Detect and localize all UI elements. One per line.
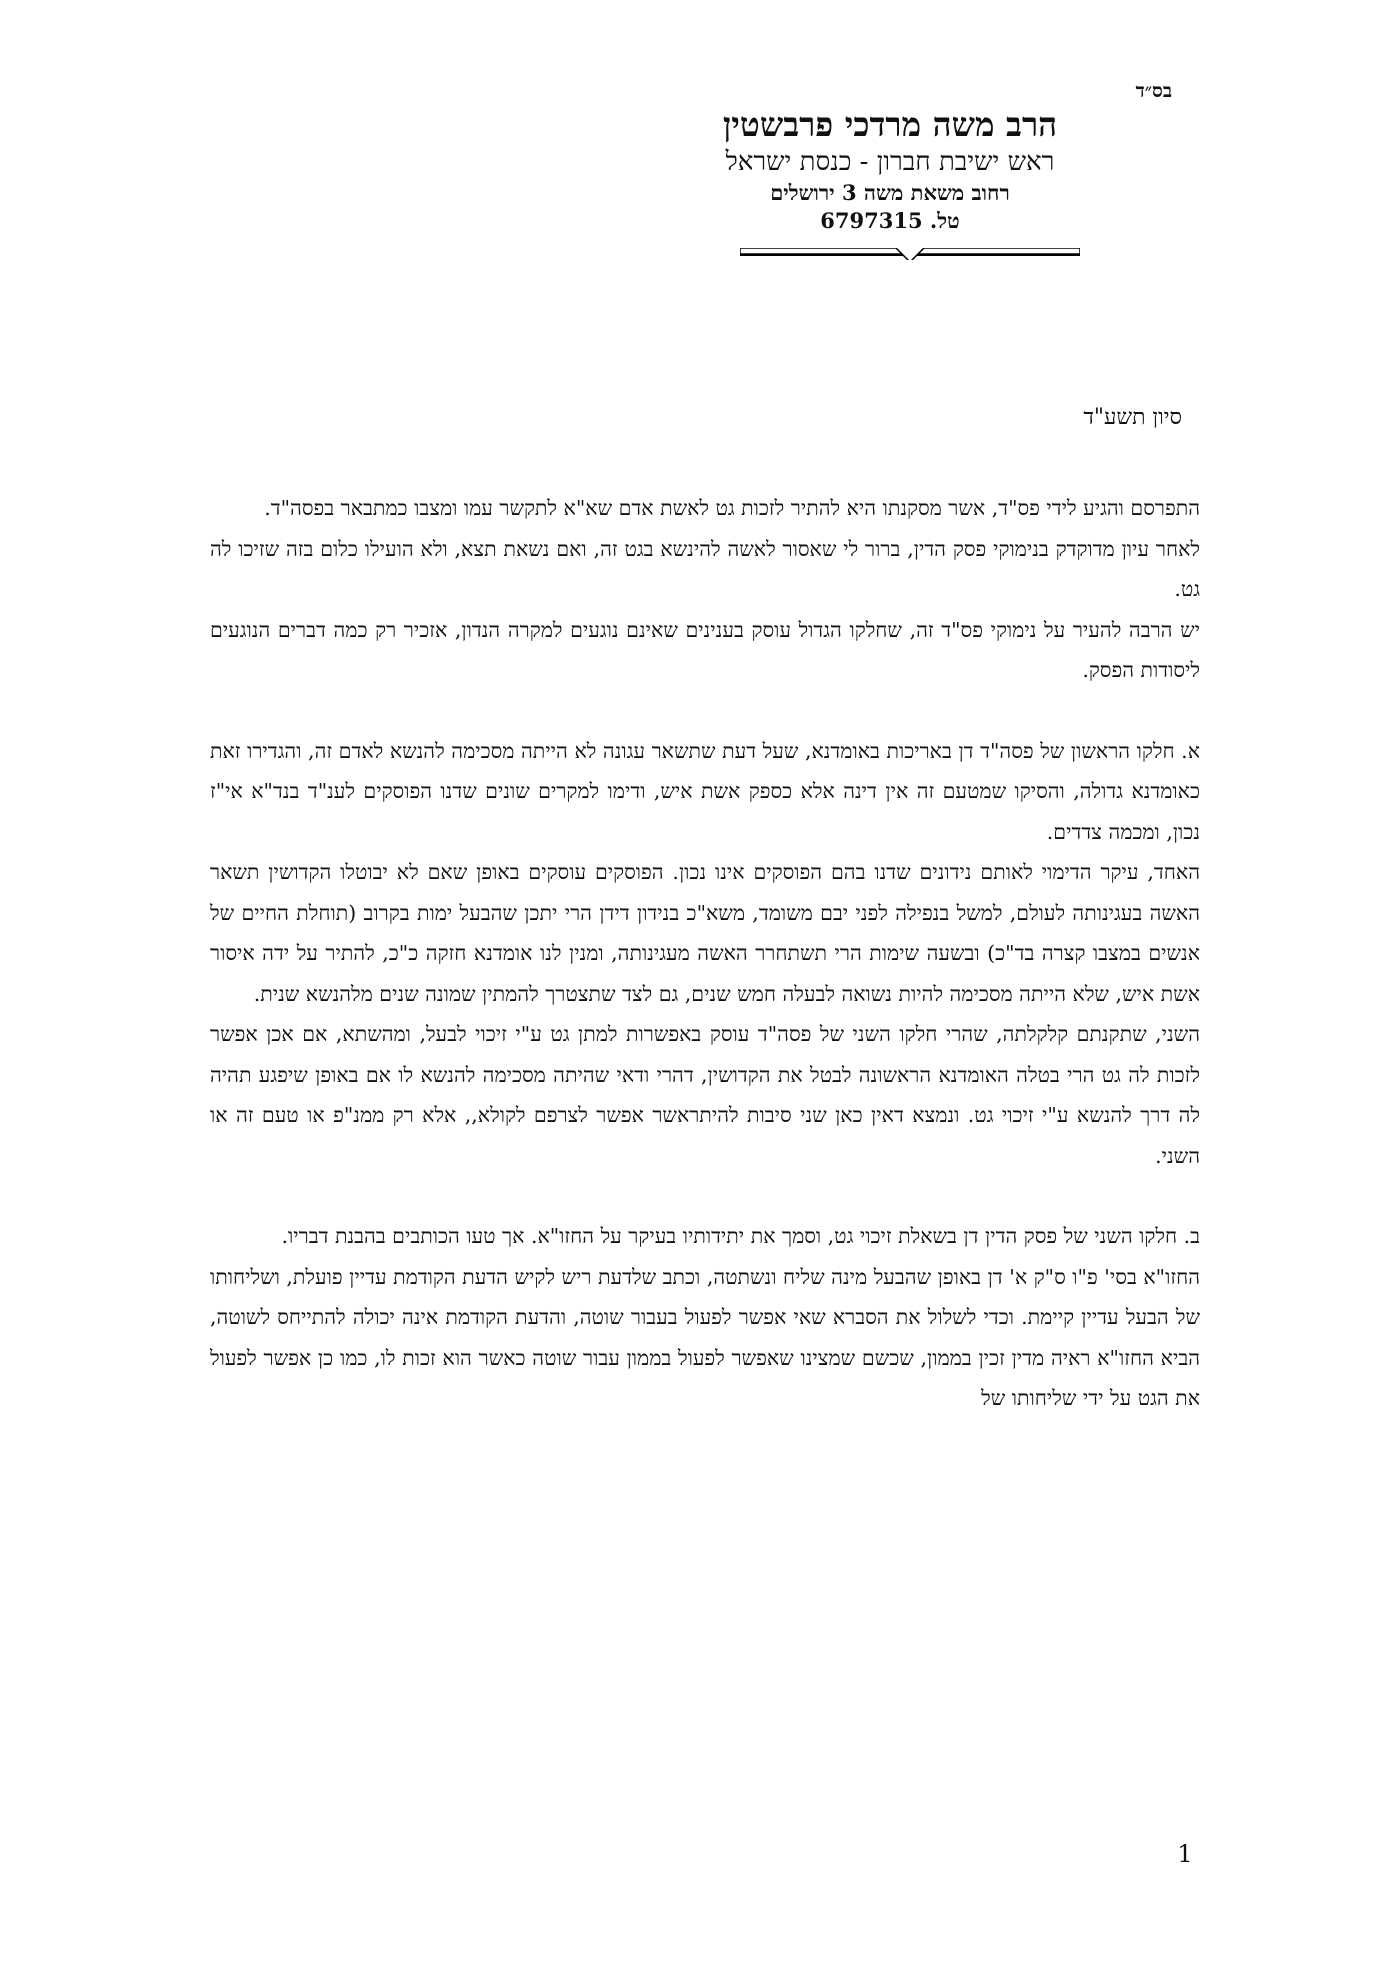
bsd-mark: בס״ד bbox=[1135, 80, 1172, 102]
letterhead-title: ראש ישיבת חברון - כנסת ישראל bbox=[725, 147, 1055, 177]
letterhead-name: הרב משה מרדכי פרבשטין bbox=[722, 105, 1058, 144]
paragraph: השני, שתקנתם קלקלתה, שהרי חלקו השני של פסה"ד עוסק באפשרות למתן גט ע"י זיכוי לבעל, ומהשתא, אם אכן אפשר לזכות לה גט הרי בטלה האומדנא הראשונה לבטל את הקדושין, דהרי ודאי שהיתה מסכימה להנשא לו אם באופן שיפגע תהיה לה דרך להנשא ע"י זיכוי גט. ונמצא דאין כאן שני סיבות להיתראשר אפשר לצרפם לקולא,, אלא רק ממנ"פ או טעם זה או השני. bbox=[210, 1022, 1200, 1168]
paragraph: החזו"א בסי' פ"ו ס"ק א' דן באופן שהבעל מינה שליח ונשתטה, וכתב שלדעת ריש לקיש הדעת הקודמת עדיין פועלת, ושליחותו של הבעל עדיין קיימת. וכדי לשלול את הסברא שאי אפשר לפעול בעבור שוטה, והדעת הקודמת אינה יכולה להתייחס לשוטה, הביא החזו"א ראיה מדין זכין בממון, שכשם שמצינו שאפשר לפעול בממון עבור שוטה כאשר הוא זכות לו, כמו כן אפשר לפעול את הגט על ידי שליחותו של bbox=[210, 1264, 1200, 1410]
paragraph: לאחר עיון מדוקדק בנימוקי פסק הדין, ברור לי שאסור לאשה להינשא בגט זה, ואם נשאת תצא, ולא הועילו כלום בזה שזיכו לה גט. bbox=[210, 536, 1200, 601]
paragraph: האחד, עיקר הדימוי לאותם נידונים שדנו בהם הפוסקים אינו נכון. הפוסקים עוסקים באופן שאם לא יבוטלו הקדושין תשאר האשה בעגינותה לעולם, למשל בנפילה לפני יבם משומד, משא"כ בנידון דידן הרי יתכן שהבעל ימות בקרוב (תוחלת החיים של אנשים במצבו קצרה בד"כ) ובשעה שימות הרי תשתחרר האשה מעגינותה, ומנין לנו אומדנא חזקה כ"כ, להתיר על ידה איסור אשת איש, שלא הייתה מסכימה להיות נשואה לבעלה חמש שנים, גם לצד שתצטרך להמתין שמונה שנים מלהנשא שנית. bbox=[210, 860, 1200, 1006]
letterhead-phone: טל. 6797315 bbox=[820, 208, 960, 233]
paragraph: התפרסם והגיע לידי פס"ד, אשר מסקנתו היא להתיר לזכות גט לאשת אדם שא"א לתקשר עמו ומצבו כמתבאר בפסה"ד. bbox=[264, 496, 1200, 520]
letterhead-divider bbox=[740, 248, 1080, 260]
letterhead-address: רחוב משאת משה 3 ירושלים bbox=[770, 180, 1010, 205]
letter-body bbox=[210, 488, 1200, 1419]
letter-date: סיון תשע"ד bbox=[1083, 405, 1182, 430]
letterhead bbox=[680, 105, 1100, 235]
paragraph-gap bbox=[210, 691, 1200, 731]
paragraph: א. חלקו הראשון של פסה"ד דן באריכות באומדנא, שעל דעת שתשאר עגונה לא הייתה מסכימה להנשא לאדם זה, והגדירו זאת כאומדנא גדולה, והסיקו שמטעם זה אין דינה אלא כספק אשת איש, ודימו למקרים שונים שדנו הפוסקים לענ"ד בנד"א אי"ז נכון, ומכמה צדדים. bbox=[210, 738, 1200, 844]
paragraph: ב. חלקו השני של פסק הדין דן בשאלת זיכוי גט, וסמך את יתידותיו בעיקר על החזו"א. אך טעו הכותבים בהבנת דבריו. bbox=[281, 1224, 1200, 1248]
paragraph-gap bbox=[210, 1176, 1200, 1216]
paragraph: יש הרבה להעיר על נימוקי פס"ד זה, שחלקו הגדול עוסק בענינים שאינם נוגעים למקרה הנדון, אזכיר רק כמה דברים הנוגעים ליסודות הפסק. bbox=[210, 617, 1200, 682]
page-number: 1 bbox=[1177, 1840, 1193, 1868]
